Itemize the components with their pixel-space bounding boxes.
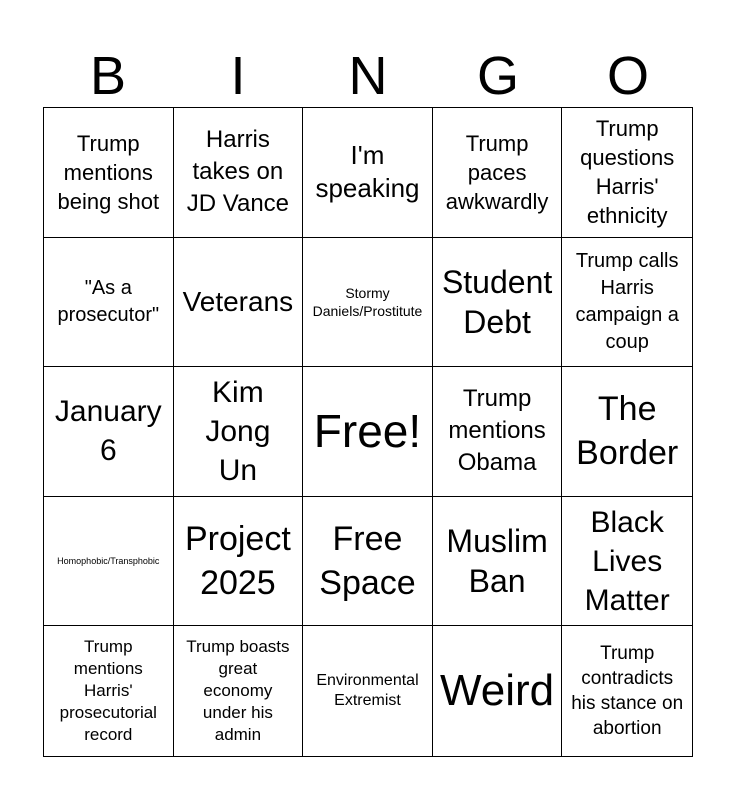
cell-text: Trump calls Harris campaign a coup (575, 249, 679, 353)
header-letter-b: B (89, 46, 127, 106)
bingo-cell[interactable] (433, 626, 563, 756)
bingo-board (43, 107, 693, 757)
bingo-cell[interactable] (433, 497, 563, 627)
bingo-cell[interactable] (44, 367, 174, 497)
header-letter-n: N (348, 46, 388, 106)
cell-text: "As a prosecutor" (57, 276, 160, 326)
bingo-cell[interactable] (562, 367, 692, 497)
cell-text: Free! (313, 405, 422, 458)
header-letter-o: O (606, 46, 649, 106)
cell-text: Trump mentions being shot (57, 130, 160, 214)
cell-text: Trump boasts great economy under his admin (186, 637, 290, 745)
cell-text: Homophobic/Transphobic (57, 555, 160, 566)
bingo-cell[interactable] (562, 497, 692, 627)
cell-text: Veterans (182, 285, 294, 317)
cell-text: January 6 (54, 395, 162, 468)
bingo-cell[interactable] (44, 108, 174, 238)
cell-text: Black Lives Matter (584, 505, 670, 617)
cell-text: Stormy Daniels/Prostitute (312, 284, 423, 319)
bingo-cell[interactable] (433, 238, 563, 368)
bingo-cell[interactable] (174, 108, 304, 238)
bingo-cell[interactable] (562, 108, 692, 238)
header-letter-i: I (230, 46, 246, 106)
bingo-cell[interactable] (303, 367, 433, 497)
cell-text: Trump paces awkwardly (445, 130, 549, 214)
cell-text: Kim Jong Un (205, 375, 271, 487)
bingo-cell[interactable] (174, 367, 304, 497)
cell-text: Environmental Extremist (316, 672, 419, 710)
cell-text: Harris takes on JD Vance (186, 126, 290, 218)
bingo-cell[interactable] (433, 367, 563, 497)
cell-text: Trump questions Harris' ethnicity (580, 116, 675, 229)
cell-text: The Border (576, 390, 679, 473)
bingo-cell[interactable] (562, 626, 692, 756)
cell-text: Student Debt (441, 263, 553, 340)
bingo-header (43, 44, 693, 108)
cell-text: I'm speaking (315, 140, 420, 204)
header-letter-g: G (476, 46, 519, 106)
cell-text: Trump contradicts his stance on abortion (571, 643, 684, 740)
cell-text: Muslim Ban (446, 523, 548, 600)
cell-text: Weird (440, 666, 555, 716)
bingo-cell[interactable] (174, 626, 304, 756)
bingo-cell[interactable] (44, 238, 174, 368)
bingo-cell[interactable] (303, 108, 433, 238)
bingo-cell[interactable] (44, 497, 174, 627)
bingo-cell[interactable] (303, 626, 433, 756)
bingo-cell[interactable] (562, 238, 692, 368)
cell-text: Project 2025 (184, 520, 291, 603)
bingo-cell[interactable] (174, 497, 304, 627)
bingo-cell[interactable] (44, 626, 174, 756)
bingo-cell[interactable] (174, 238, 304, 368)
bingo-cell[interactable] (433, 108, 563, 238)
cell-text: Trump mentions Obama (448, 385, 546, 477)
bingo-cell[interactable] (303, 238, 433, 368)
bingo-cell[interactable] (303, 497, 433, 627)
cell-text: Free Space (319, 520, 416, 603)
cell-text: Trump mentions Harris' prosecutorial record (59, 637, 157, 745)
